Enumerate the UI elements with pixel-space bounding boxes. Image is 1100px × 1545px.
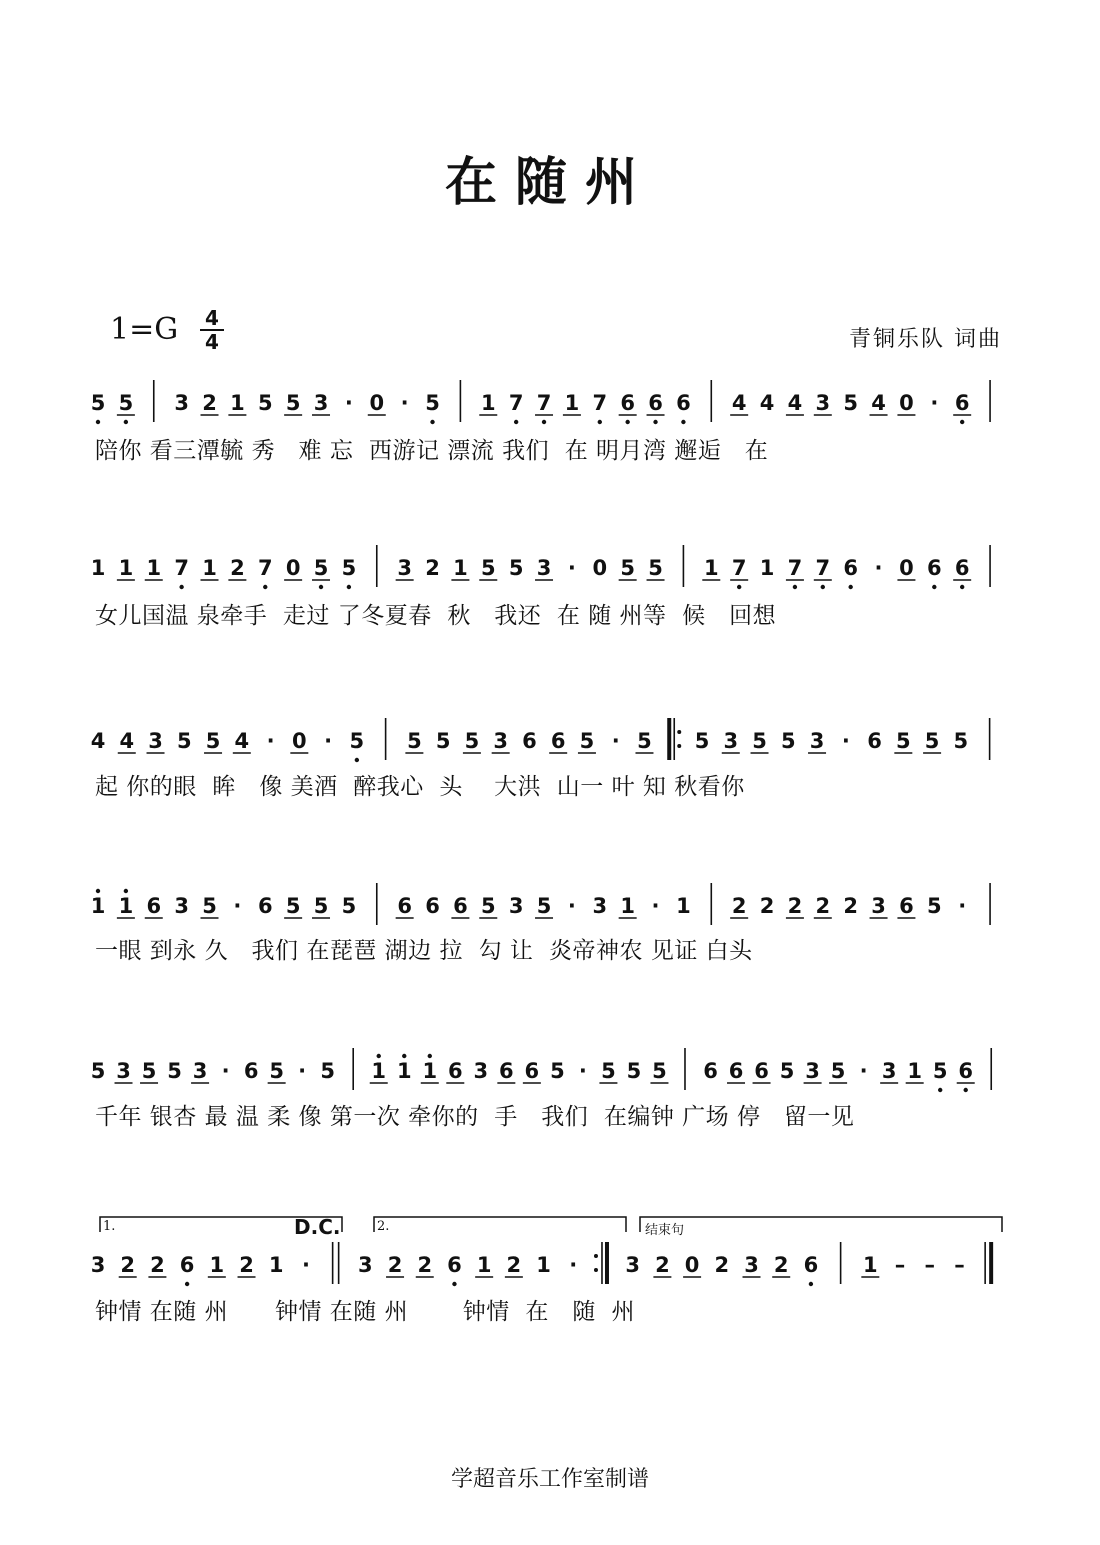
note: 5 (407, 729, 422, 753)
note: 5 (626, 1059, 642, 1083)
note: 7 (787, 556, 803, 580)
augmentation-dot: · (841, 729, 850, 753)
note: 3 (493, 729, 508, 753)
note: 5 (637, 729, 652, 753)
note: 6 (954, 556, 970, 580)
note: 5 (536, 894, 552, 918)
augmentation-dot: · (567, 556, 576, 580)
hold-dash: – (894, 1253, 906, 1277)
augmentation-dot: · (233, 894, 242, 918)
note: 1 (907, 1059, 922, 1083)
note: 3 (805, 1059, 820, 1083)
note: 6 (447, 1059, 463, 1083)
note: 6 (754, 1059, 769, 1083)
augmentation-dot: · (874, 556, 883, 580)
note: 3 (815, 391, 831, 415)
note: 3 (625, 1253, 641, 1277)
dc-marking: D.C. (294, 1215, 341, 1239)
note: 6 (447, 1253, 462, 1277)
note: 1 (118, 556, 134, 580)
note: 5 (425, 391, 440, 415)
note: 1 (118, 894, 134, 918)
note: 5 (932, 1059, 948, 1083)
note: 6 (522, 729, 537, 753)
note: 6 (676, 391, 691, 415)
note: 1 (396, 1059, 412, 1083)
note: 2 (230, 556, 245, 580)
note: 2 (150, 1253, 165, 1277)
lyric-line-5: 千年 银杏 最 温 柔 像 第一次 牵你的 手 我们 在编钟 广场 停 留一见 (95, 1104, 855, 1130)
note: 3 (397, 556, 412, 580)
note: 5 (313, 556, 329, 580)
note: 2 (843, 894, 858, 918)
lyric-line-2: 女儿国温 泉牵手 走过 了冬夏春 秋 我还 在 随 州等 候 回想 (95, 603, 777, 629)
note: 6 (803, 1253, 819, 1277)
footer-credit: 学超音乐工作室制谱 (450, 1467, 649, 1492)
note: 5 (349, 729, 365, 753)
note: 3 (871, 894, 886, 918)
note: 5 (90, 1059, 106, 1083)
note: 5 (90, 391, 106, 415)
note: 3 (536, 556, 552, 580)
augmentation-dot: · (344, 391, 353, 415)
augmentation-dot: · (958, 894, 967, 918)
note: 5 (313, 894, 329, 918)
augmentation-dot: · (400, 391, 409, 415)
note: 4 (787, 391, 803, 415)
lyric-line-1: 陪你 看三潭毓 秀 难 忘 西游记 漂流 我们 在 明月湾 邂逅 在 (95, 438, 769, 464)
note: 1 (564, 391, 580, 415)
augmentation-dot: · (611, 729, 620, 753)
note: 6 (179, 1253, 195, 1277)
note: 6 (843, 556, 858, 580)
note: 5 (141, 1059, 157, 1083)
note: 3 (192, 1059, 208, 1083)
note: 5 (843, 391, 858, 415)
note: 5 (341, 894, 357, 918)
note: 7 (174, 556, 189, 580)
note: 6 (728, 1059, 744, 1083)
note: 1 (202, 556, 217, 580)
note: 1 (536, 1253, 551, 1277)
note: 2 (506, 1253, 522, 1277)
note: 1 (759, 556, 775, 580)
note: 1 (476, 1253, 492, 1277)
note: 5 (694, 729, 710, 753)
hold-dash: – (954, 1253, 965, 1277)
augmentation-dot: · (266, 729, 275, 753)
page-title: 在随州 (444, 153, 655, 213)
note: 6 (703, 1059, 718, 1083)
note: 3 (358, 1253, 373, 1277)
note: 5 (464, 729, 480, 753)
note: 6 (425, 894, 440, 918)
note: 6 (243, 1059, 259, 1083)
note: 6 (620, 391, 635, 415)
note: 3 (508, 894, 524, 918)
note: 4 (90, 729, 106, 753)
note: 1 (146, 556, 162, 580)
augmentation-dot: · (298, 1059, 307, 1083)
lyric-line-3: 起 你的眼 眸 像 美酒 醉我心 头 大洪 山一 叶 知 秋看你 (95, 774, 745, 800)
note: 2 (815, 894, 831, 918)
note: 5 (118, 391, 134, 415)
note: 5 (779, 1059, 795, 1083)
note: 3 (744, 1253, 759, 1277)
note: 5 (830, 1059, 846, 1083)
note: 4 (234, 729, 250, 753)
note: 1 (209, 1253, 225, 1277)
note: 0 (684, 1253, 700, 1277)
note: 5 (269, 1059, 284, 1083)
note: 0 (285, 556, 301, 580)
lyric-line-4: 一眼 到永 久 我们 在琵琶 湖边 拉 勾 让 炎帝神农 见证 白头 (95, 938, 753, 964)
note: 3 (881, 1059, 897, 1083)
note: 5 (285, 391, 301, 415)
augmentation-dot: · (569, 1253, 578, 1277)
note: 5 (579, 729, 595, 753)
note: 0 (899, 556, 914, 580)
note: 3 (592, 894, 608, 918)
note: 5 (508, 556, 524, 580)
note: 5 (167, 1059, 182, 1083)
note: 6 (899, 894, 914, 918)
note: 6 (867, 729, 882, 753)
coda-label: 结束句 (645, 1223, 685, 1238)
time-signature-top: 4 (205, 306, 219, 330)
note: 2 (714, 1253, 730, 1277)
augmentation-dot: · (930, 391, 939, 415)
note: 1 (453, 556, 468, 580)
note: 2 (759, 894, 775, 918)
note: 5 (926, 894, 942, 918)
augmentation-dot: · (324, 729, 333, 753)
note: 1 (703, 556, 719, 580)
note: 4 (119, 729, 135, 753)
note: 3 (174, 894, 189, 918)
note: 2 (120, 1253, 136, 1277)
note: 1 (620, 894, 635, 918)
note: 2 (731, 894, 747, 918)
note: 5 (620, 556, 635, 580)
note: 5 (752, 729, 767, 753)
note: 3 (116, 1059, 131, 1083)
note: 6 (146, 894, 162, 918)
note: 6 (958, 1059, 974, 1083)
note: 2 (773, 1253, 789, 1277)
note: 5 (652, 1059, 667, 1083)
note: 5 (648, 556, 663, 580)
note: 7 (257, 556, 273, 580)
augmentation-dot: · (221, 1059, 230, 1083)
note: 5 (257, 391, 273, 415)
note: 5 (924, 729, 940, 753)
note: 2 (239, 1253, 254, 1277)
augmentation-dot: · (859, 1059, 868, 1083)
note: 0 (369, 391, 385, 415)
note: 3 (148, 729, 163, 753)
credits: 青铜乐队 词曲 (849, 327, 1002, 352)
note: 1 (676, 894, 691, 918)
time-signature-bottom: 4 (205, 330, 219, 354)
note: 1 (480, 391, 496, 415)
note: 6 (550, 729, 566, 753)
note: 2 (387, 1253, 403, 1277)
note: 3 (313, 391, 329, 415)
note: 5 (896, 729, 911, 753)
augmentation-dot: · (567, 894, 576, 918)
hold-dash: – (924, 1253, 935, 1277)
note: 7 (815, 556, 831, 580)
augmentation-dot: · (651, 894, 660, 918)
note: 5 (953, 729, 969, 753)
note: 7 (731, 556, 747, 580)
note: 5 (285, 894, 301, 918)
note: 0 (292, 729, 307, 753)
note: 5 (205, 729, 221, 753)
note: 0 (899, 391, 914, 415)
note: 2 (787, 894, 803, 918)
note: 1 (268, 1253, 284, 1277)
note: 6 (524, 1059, 540, 1083)
augmentation-dot: · (578, 1059, 587, 1083)
note: 5 (550, 1059, 565, 1083)
note: 6 (954, 391, 970, 415)
key-signature: 1=G (110, 312, 179, 347)
lyric-line-6: 钟情 在随 州 钟情 在随 州 钟情 在 随 州 (95, 1299, 635, 1325)
note: 1 (422, 1059, 438, 1083)
note: 4 (871, 391, 886, 415)
note: 5 (601, 1059, 616, 1083)
note: 6 (397, 894, 412, 918)
note: 5 (780, 729, 796, 753)
note: 5 (176, 729, 192, 753)
note: 2 (202, 391, 217, 415)
ending-1-label: 1. (103, 1219, 116, 1234)
note: 7 (508, 391, 524, 415)
ending-2-label: 2. (377, 1219, 390, 1234)
augmentation-dot: · (301, 1253, 310, 1277)
note: 1 (230, 391, 245, 415)
note: 6 (257, 894, 273, 918)
note: 5 (341, 556, 357, 580)
note: 5 (202, 894, 217, 918)
note: 6 (926, 556, 942, 580)
note: 3 (473, 1059, 489, 1083)
note: 4 (759, 391, 775, 415)
note: 1 (371, 1059, 387, 1083)
note: 6 (648, 391, 663, 415)
note: 3 (723, 729, 739, 753)
note: 7 (536, 391, 552, 415)
note: 1 (90, 894, 106, 918)
note: 3 (809, 729, 825, 753)
note: 3 (174, 391, 189, 415)
note: 5 (435, 729, 451, 753)
note: 6 (453, 894, 468, 918)
note: 2 (655, 1253, 670, 1277)
note: 0 (592, 556, 608, 580)
note: 5 (480, 894, 496, 918)
note: 2 (417, 1253, 433, 1277)
note: 5 (480, 556, 496, 580)
note: 1 (863, 1253, 878, 1277)
note: 5 (320, 1059, 336, 1083)
note: 7 (592, 391, 608, 415)
note: 3 (90, 1253, 106, 1277)
note: 4 (731, 391, 747, 415)
note: 1 (90, 556, 106, 580)
note: 2 (425, 556, 440, 580)
note: 6 (499, 1059, 514, 1083)
